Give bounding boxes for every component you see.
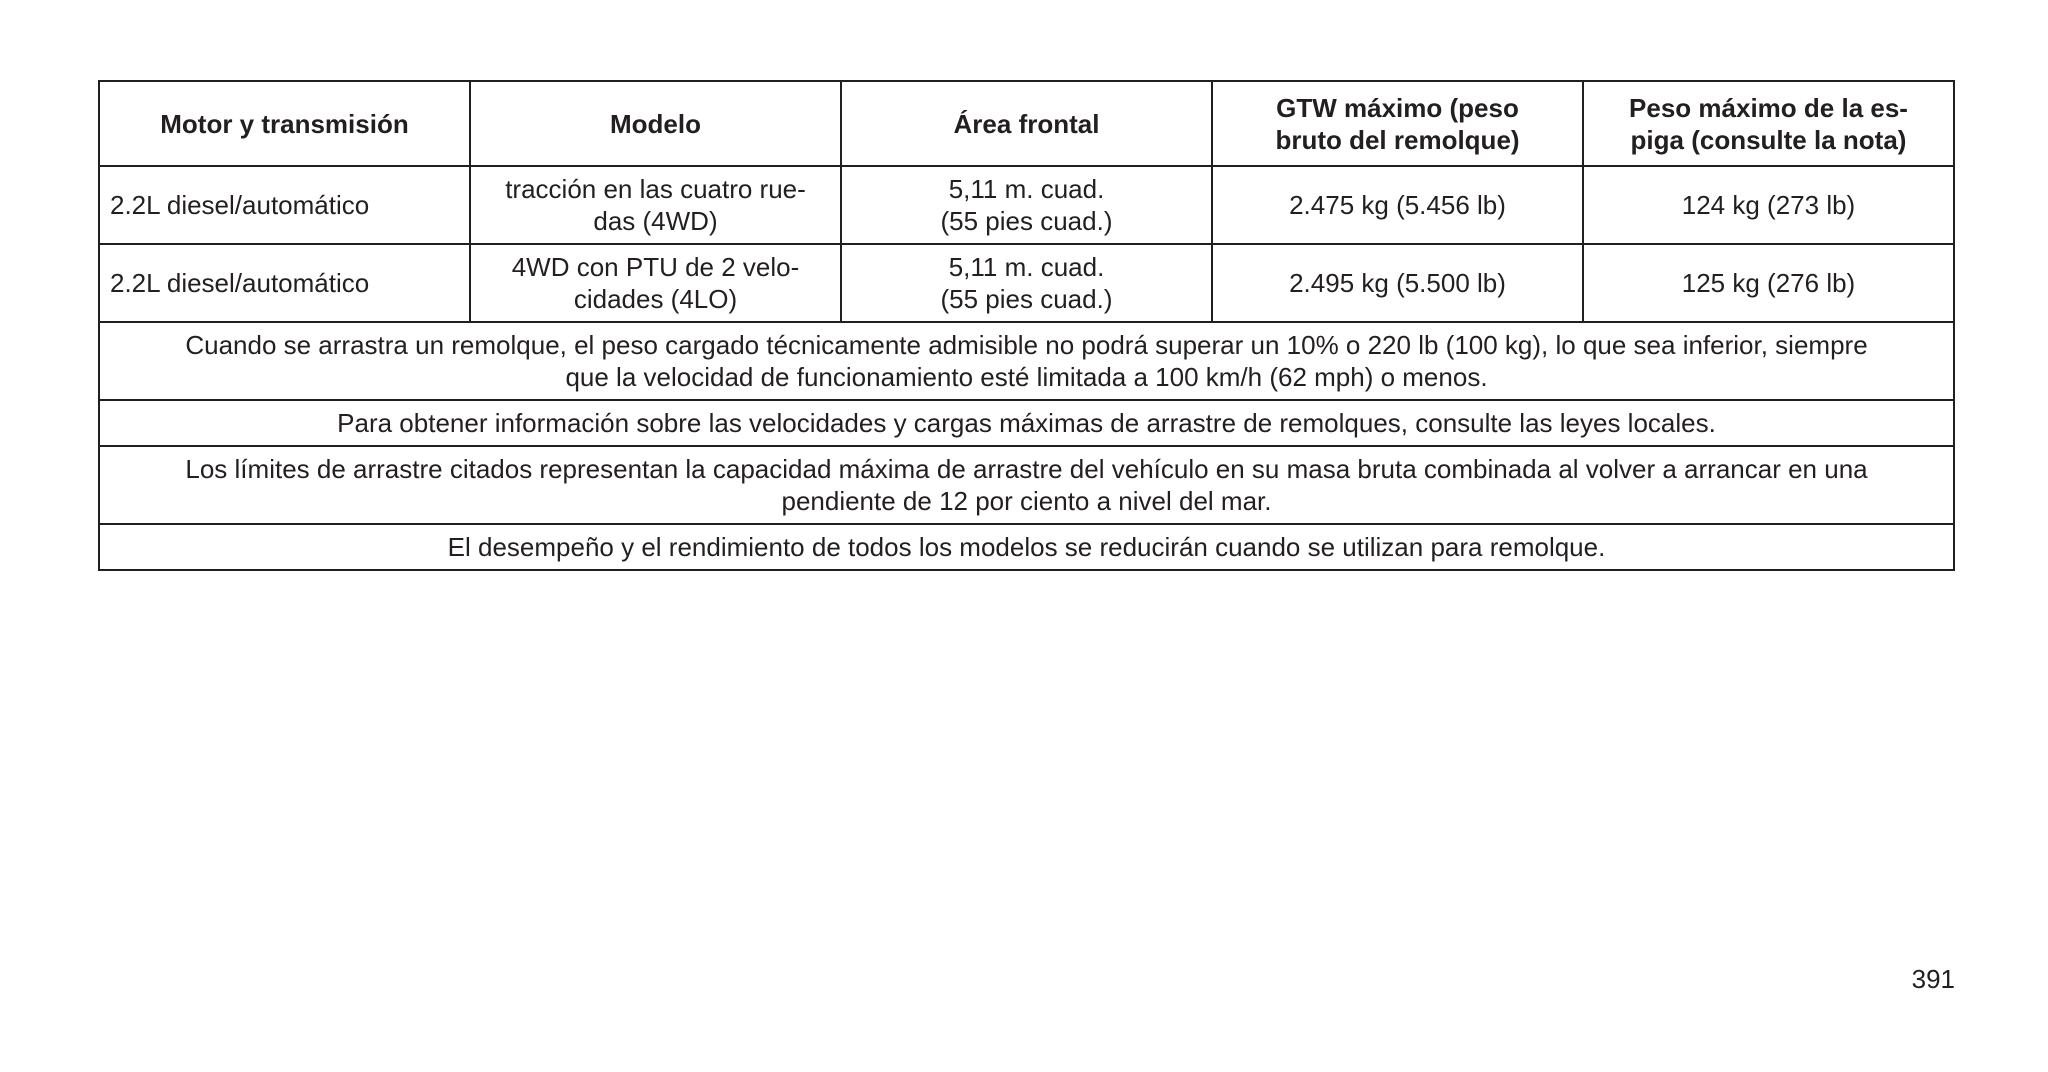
note-towing-limits: Los límites de arrastre citados representan la capacidad máxima de arrastre del vehículo en su masa bruta combinada al volver a arrancar en una pendiente de 12 por ciento a nivel del mar. (99, 446, 1954, 524)
table-header-row (99, 81, 1954, 166)
note-tongue-weight-limit: Cuando se arrastra un remolque, el peso cargado técnicamente admisible no podrá superar un 10% o 220 lb (100 kg), lo que sea inferior, siempre que la velocidad de funcionamiento esté limitada a 100 km/h (62 mph) o menos. (99, 322, 1954, 400)
header-engine-transmission: Motor y transmisión (99, 81, 470, 166)
table-row (99, 166, 1954, 244)
cell-model: tracción en las cuatro rue- das (4WD) (470, 166, 841, 244)
cell-max-tongue-weight: 125 kg (276 lb) (1583, 244, 1954, 322)
table-note-row (99, 400, 1954, 446)
cell-engine: 2.2L diesel/automático (99, 244, 470, 322)
cell-engine: 2.2L diesel/automático (99, 166, 470, 244)
cell-frontal-area: 5,11 m. cuad. (55 pies cuad.) (841, 244, 1212, 322)
table-note-row (99, 446, 1954, 524)
towing-specifications-table (98, 80, 1955, 571)
header-max-tongue-weight: Peso máximo de la es- piga (consulte la nota) (1583, 81, 1954, 166)
table-note-row (99, 524, 1954, 570)
note-local-laws: Para obtener información sobre las velocidades y cargas máximas de arrastre de remolques, consulte las leyes locales. (99, 400, 1954, 446)
header-max-gtw: GTW máximo (peso bruto del remolque) (1212, 81, 1583, 166)
note-performance: El desempeño y el rendimiento de todos los modelos se reducirán cuando se utilizan para remolque. (99, 524, 1954, 570)
cell-max-gtw: 2.475 kg (5.456 lb) (1212, 166, 1583, 244)
cell-max-tongue-weight: 124 kg (273 lb) (1583, 166, 1954, 244)
cell-model: 4WD con PTU de 2 velo- cidades (4LO) (470, 244, 841, 322)
table-row (99, 244, 1954, 322)
header-frontal-area: Área frontal (841, 81, 1212, 166)
cell-max-gtw: 2.495 kg (5.500 lb) (1212, 244, 1583, 322)
page-number: 391 (1911, 964, 1955, 994)
header-model: Modelo (470, 81, 841, 166)
cell-frontal-area: 5,11 m. cuad. (55 pies cuad.) (841, 166, 1212, 244)
table-note-row (99, 322, 1954, 400)
